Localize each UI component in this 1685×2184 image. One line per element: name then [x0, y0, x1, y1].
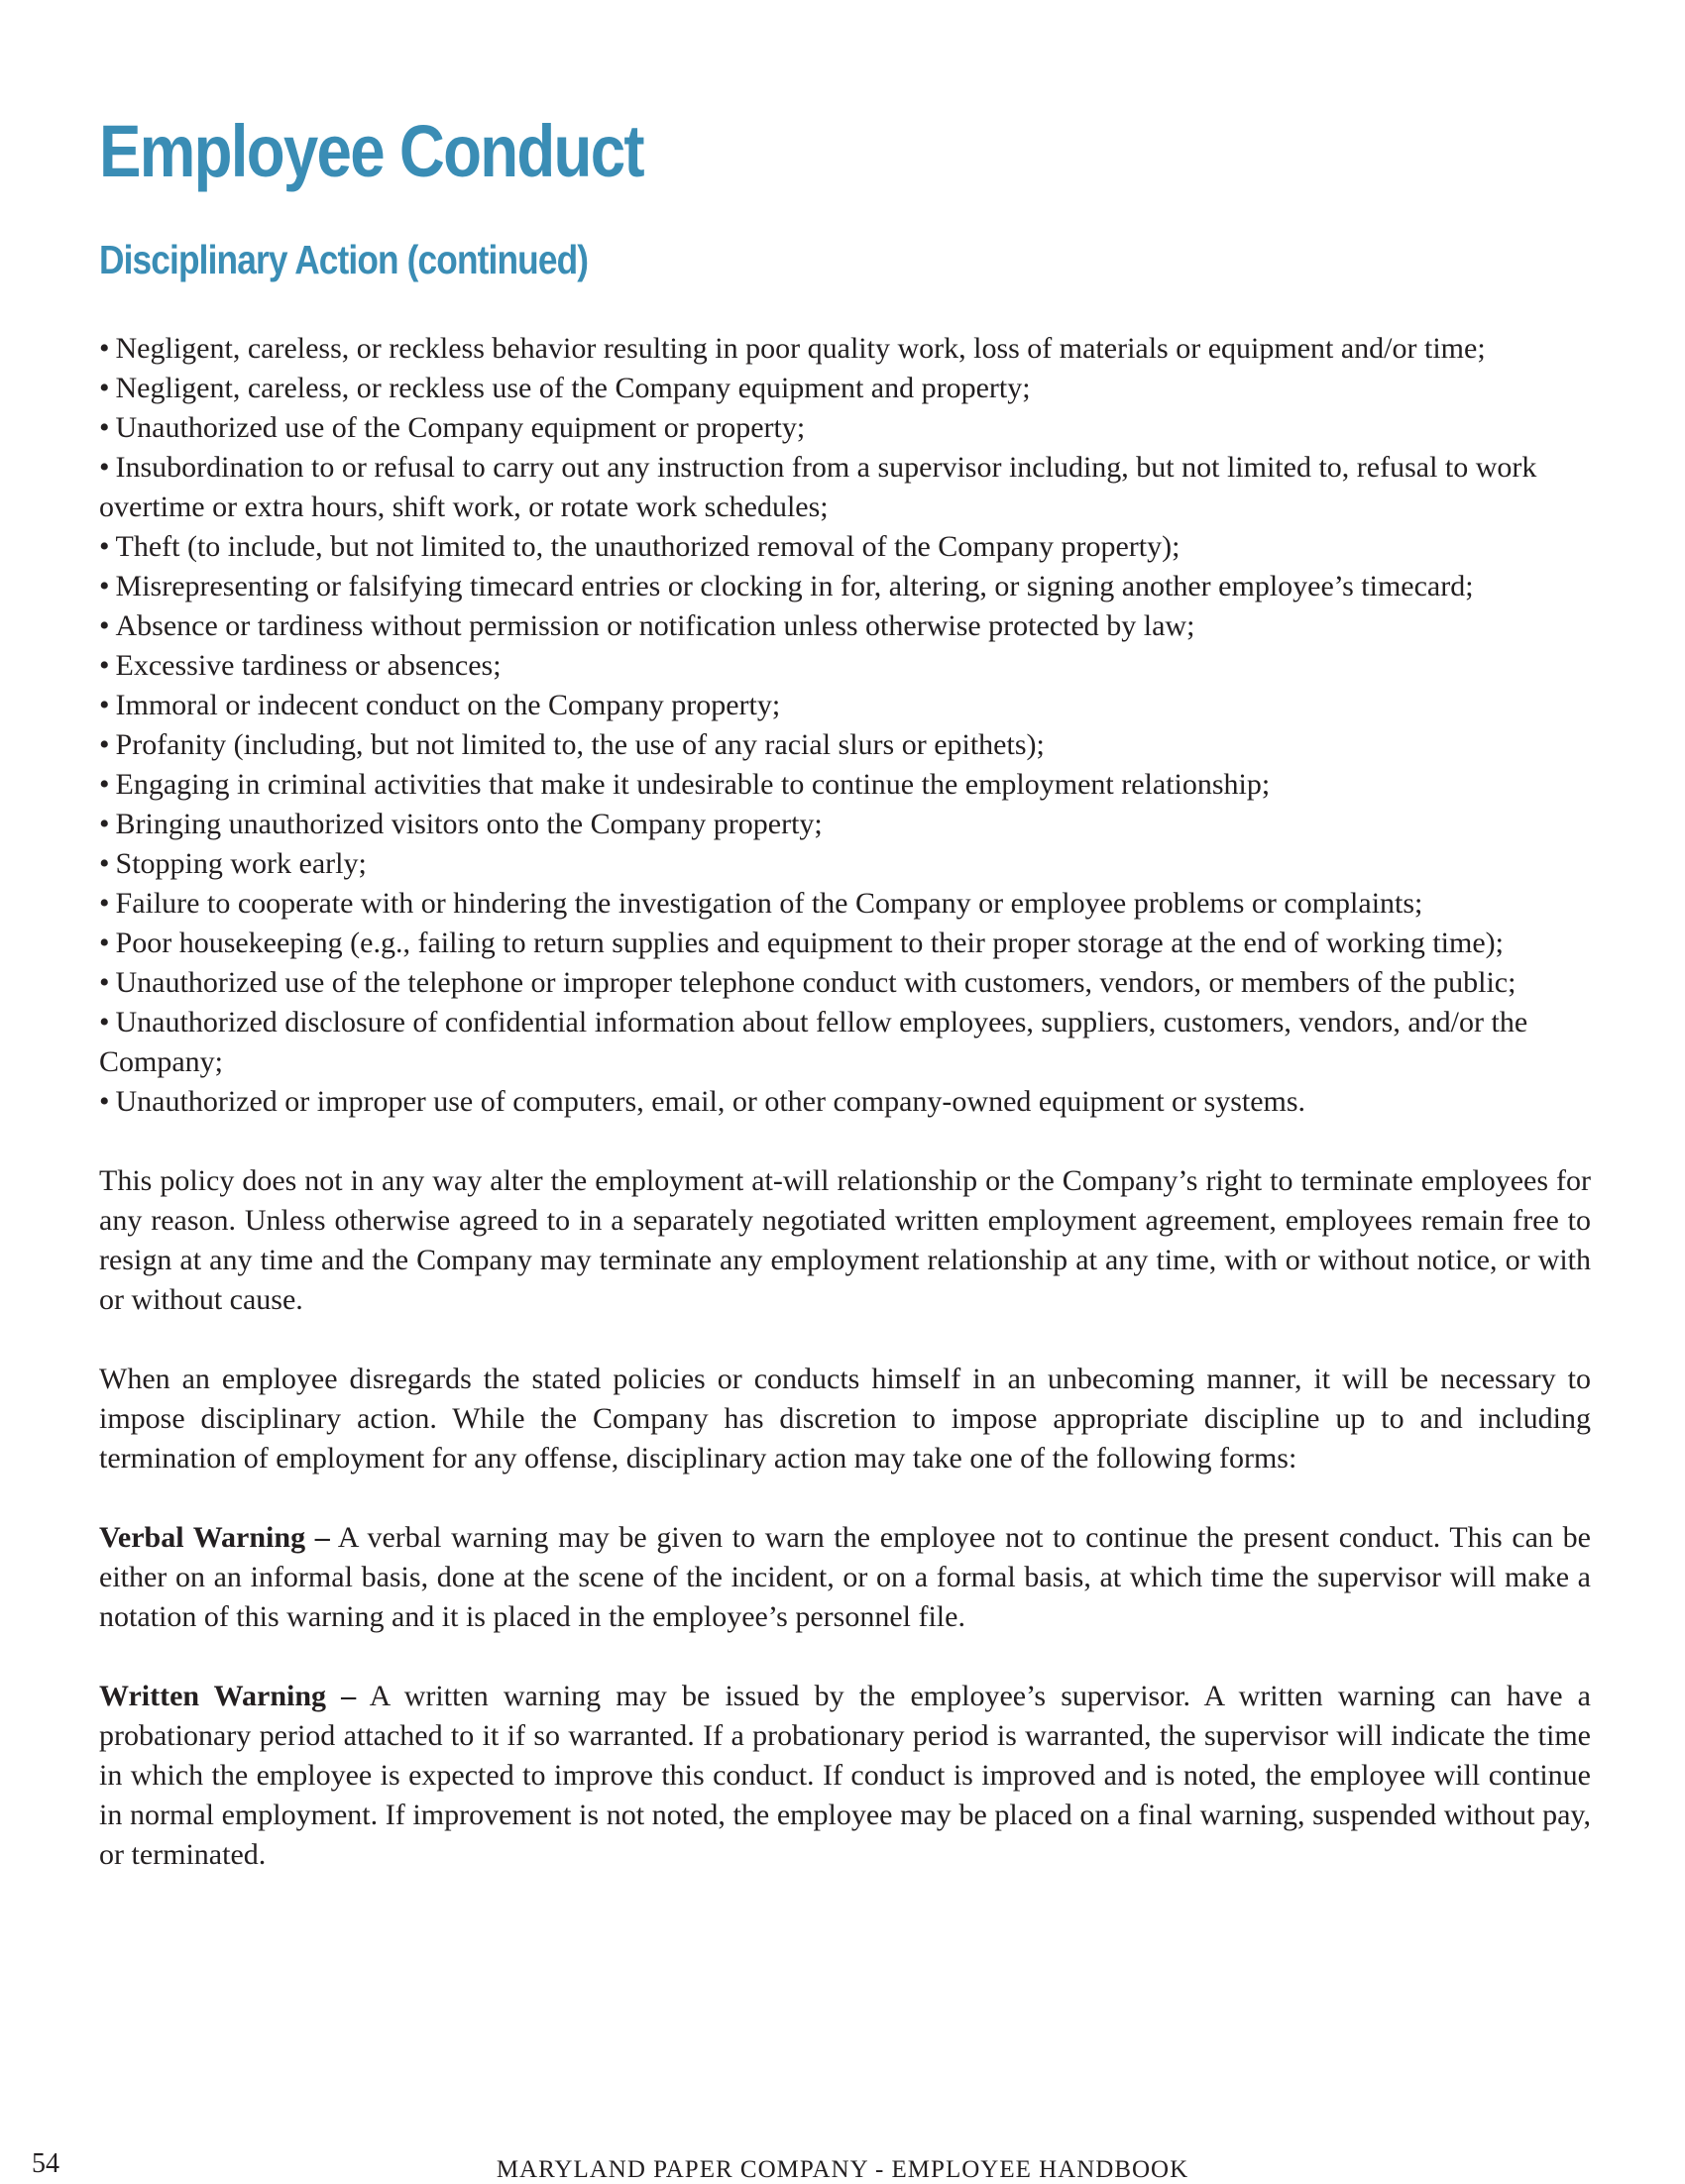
bullet-glyph: •	[99, 372, 110, 404]
bullet-glyph: •	[99, 609, 110, 642]
at-will-paragraph: This policy does not in any way alter the employment at-will relationship or the Company’s right to terminate employees for any reason. Unless otherwise agreed to in a separately negotiated written employment agreement, employees remain free to resign at any time and the Company may terminate any employment relationship at any time, with or without notice, or with or without cause.	[99, 1164, 1591, 1316]
bullet-glyph: •	[99, 847, 110, 880]
list-item-text: Poor housekeeping (e.g., failing to return supplies and equipment to their proper storage at the end of working time);	[115, 927, 1504, 959]
bullet-glyph: •	[99, 332, 110, 365]
list-item	[99, 606, 1591, 646]
list-item	[99, 844, 1591, 884]
section-subtitle: Disciplinary Action (continued)	[99, 237, 589, 282]
bullet-glyph: •	[99, 689, 110, 721]
list-item-text: Stopping work early;	[115, 847, 367, 880]
list-item-text: Negligent, careless, or reckless behavior resulting in poor quality work, loss of materials or equipment and/or time;	[115, 332, 1486, 365]
list-item	[99, 448, 1591, 527]
verbal-warning-label: Verbal Warning –	[99, 1521, 330, 1554]
list-item	[99, 567, 1591, 606]
bullet-glyph: •	[99, 966, 110, 999]
bullet-glyph: •	[99, 451, 110, 484]
page-title: Employee Conduct	[99, 110, 643, 192]
written-warning-label: Written Warning –	[99, 1680, 357, 1712]
list-item	[99, 646, 1591, 686]
list-item-text: Excessive tardiness or absences;	[115, 649, 502, 682]
list-item	[99, 765, 1591, 805]
list-item-text: Unauthorized use of the telephone or improper telephone conduct with customers, vendors, or members of the public;	[115, 966, 1516, 999]
bullet-glyph: •	[99, 1085, 110, 1118]
list-item-text: Unauthorized disclosure of confidential information about fellow employees, suppliers, customers, vendors, and/or the Company;	[99, 1006, 1528, 1078]
bullet-glyph: •	[99, 887, 110, 920]
written-warning-text: A written warning may be issued by the employee’s supervisor. A written warning can have a probationary period attached to it if so warranted. If a probationary period is warranted, the supervisor will indicate the time in which the employee is expected to improve this conduct. If conduct is improved and is noted, the employee will continue in normal employment. If improvement is not noted, the employee may be placed on a final warning, suspended without pay, or terminated.	[99, 1680, 1591, 1871]
list-item	[99, 527, 1591, 567]
list-item	[99, 725, 1591, 765]
list-item-text: Bringing unauthorized visitors onto the Company property;	[115, 808, 823, 840]
bullet-glyph: •	[99, 570, 110, 602]
list-item	[99, 686, 1591, 725]
list-item-text: Negligent, careless, or reckless use of the Company equipment and property;	[115, 372, 1031, 404]
disciplinary-intro-paragraph: When an employee disregards the stated policies or conducts himself in an unbecoming manner, it will be necessary to impose disciplinary action. While the Company has discretion to impose appropriate discipline up to and including termination of employment for any offense, disciplinary action may take one of the following forms:	[99, 1363, 1591, 1474]
verbal-warning-paragraph	[99, 1518, 1591, 1637]
list-item	[99, 805, 1591, 844]
list-item-text: Profanity (including, but not limited to, the use of any racial slurs or epithets);	[115, 728, 1045, 761]
list-item	[99, 329, 1591, 369]
violation-list	[99, 329, 1591, 1122]
list-item-text: Unauthorized use of the Company equipment or property;	[115, 411, 806, 444]
bullet-glyph: •	[99, 927, 110, 959]
bullet-glyph: •	[99, 411, 110, 444]
bullet-glyph: •	[99, 649, 110, 682]
bullet-glyph: •	[99, 808, 110, 840]
page-footer: MARYLAND PAPER COMPANY - EMPLOYEE HANDBOOK	[496, 2156, 1189, 2183]
bullet-glyph: •	[99, 530, 110, 563]
list-item-text: Theft (to include, but not limited to, the unauthorized removal of the Company property);	[115, 530, 1180, 563]
list-item-text: Failure to cooperate with or hindering the investigation of the Company or employee problems or complaints;	[115, 887, 1423, 920]
body-content	[99, 329, 1591, 1875]
list-item	[99, 408, 1591, 448]
verbal-warning-text: A verbal warning may be given to warn the employee not to continue the present conduct. This can be either on an informal basis, done at the scene of the incident, or on a formal basis, at which time the supervisor will make a notation of this warning and it is placed in the employee’s personnel file.	[99, 1521, 1591, 1633]
list-item	[99, 963, 1591, 1003]
list-item-text: Misrepresenting or falsifying timecard entries or clocking in for, altering, or signing another employee’s timecard;	[115, 570, 1474, 602]
list-item-text: Engaging in criminal activities that make it undesirable to continue the employment relationship;	[115, 768, 1271, 801]
list-item-text: Absence or tardiness without permission or notification unless otherwise protected by law;	[115, 609, 1195, 642]
list-item	[99, 1082, 1591, 1122]
list-item-text: Insubordination to or refusal to carry out any instruction from a supervisor including, but not limited to, refusal to work overtime or extra hours, shift work, or rotate work schedules;	[99, 451, 1537, 523]
bullet-glyph: •	[99, 768, 110, 801]
list-item	[99, 884, 1591, 924]
list-item-text: Unauthorized or improper use of computers, email, or other company-owned equipment or systems.	[115, 1085, 1306, 1118]
page-number: 54	[32, 2148, 59, 2179]
bullet-glyph: •	[99, 728, 110, 761]
written-warning-paragraph	[99, 1677, 1591, 1875]
list-item	[99, 369, 1591, 408]
list-item-text: Immoral or indecent conduct on the Company property;	[115, 689, 781, 721]
list-item	[99, 924, 1591, 963]
bullet-glyph: •	[99, 1006, 110, 1038]
list-item	[99, 1003, 1591, 1082]
